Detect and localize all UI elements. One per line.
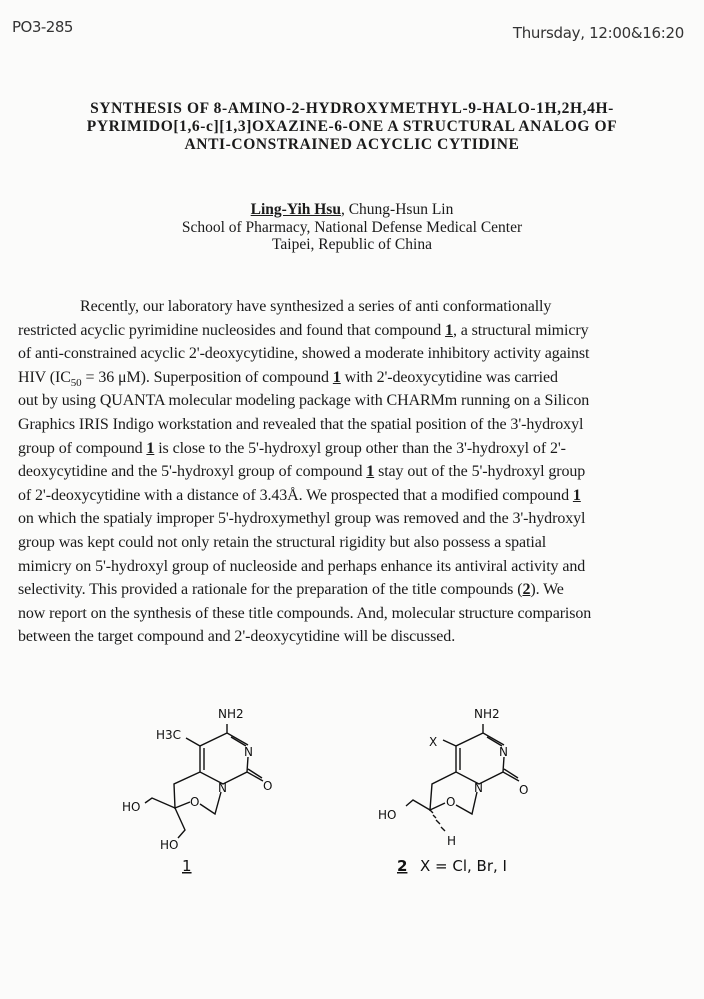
body-text: group was kept could not only retain the structural rigidity but also possess a spatial: [18, 534, 547, 551]
body-text: group of compound: [18, 439, 147, 457]
c2-ring-o: O: [446, 795, 456, 809]
body-text: of 2'-deoxycytidine with a distance of 3.43Å. We prospected that a modified compound: [18, 486, 573, 504]
structure-compound-2: [378, 707, 528, 875]
affiliation: School of Pharmacy, National Defense Medical Center: [181, 219, 523, 236]
body-text: Graphics IRIS Indigo workstation and revealed that the spatial position of the 3'-hydroxyl: [18, 416, 584, 433]
body-text: now report on the synthesis of these title compounds. And, molecular structure comparison: [18, 604, 592, 622]
location: Taipei, Republic of China: [272, 236, 432, 253]
subscript: 50: [70, 376, 82, 389]
title-line-1: SYNTHESIS OF 8-AMINO-2-HYDROXYMETHYL-9-HALO-1H,2H,4H-: [90, 100, 614, 117]
c2-ho: HO: [378, 808, 397, 822]
compound-ref: 1: [332, 368, 341, 386]
c2-n3: N: [499, 745, 508, 759]
compound-ref: 1: [445, 321, 453, 339]
c2-nh2: NH2: [474, 707, 500, 721]
c2-h: H: [447, 834, 457, 848]
body-text: = 36 μM). Superposition of compound: [81, 368, 333, 386]
title-line-2: PYRIMIDO[1,6-c][1,3]OXAZINE-6-ONE A STRUCTURAL ANALOG OF: [86, 118, 618, 135]
c1-n3: N: [244, 745, 253, 759]
c2-carbonyl-o: O: [519, 783, 529, 797]
compound-ref: 2: [522, 581, 531, 599]
body-text: HIV (IC: [18, 368, 71, 386]
body-text: out by using QUANTA molecular modeling package with CHARMm running on a Silicon: [18, 392, 590, 410]
presenting-author: Ling-Yih Hsu: [250, 201, 341, 218]
abstract-code: PO3-285: [12, 18, 73, 36]
body-text: with 2'-deoxycytidine was carried: [340, 368, 558, 386]
c2-n1: N: [474, 781, 483, 795]
compound-ref: 1: [146, 439, 155, 457]
compound-1-label: 1: [182, 857, 192, 875]
body-text: selectivity. This provided a rationale for the preparation of the title compounds (: [18, 581, 523, 599]
body-text: Recently, our laboratory have synthesized a series of anti conformationally: [80, 298, 552, 315]
compound-ref: 1: [366, 463, 375, 481]
body-text: ). We: [530, 581, 564, 599]
body-text: between the target compound and 2'-deoxycytidine will be discussed.: [18, 628, 456, 646]
c1-n1: N: [218, 781, 227, 795]
body-text: deoxycytidine and the 5'-hydroxyl group of compound: [18, 463, 367, 481]
c1-ring-o: O: [190, 795, 200, 809]
c1-ho-a: HO: [122, 800, 141, 814]
c2-x: X: [429, 735, 438, 749]
co-authors: , Chung-Hsun Lin: [340, 201, 454, 218]
session-time: Thursday, 12:00&16:20: [512, 24, 684, 42]
body-text: on which the spatialy improper 5'-hydroxymethyl group was removed and the 3'-hydroxyl: [18, 510, 586, 528]
body-text: mimicry on 5'-hydroxyl group of nucleoside and perhaps enhance its antiviral activity and: [18, 557, 586, 575]
compound-ref: 1: [572, 486, 581, 504]
c1-ho-b: HO: [160, 838, 179, 852]
body-text: restricted acyclic pyrimidine nucleosides and found that compound: [18, 321, 446, 339]
body-text: stay out of the 5'-hydroxyl group: [374, 463, 586, 481]
structure-compound-1: [122, 707, 272, 875]
c1-nh2: NH2: [218, 707, 244, 721]
compound-2-caption: X = Cl, Br, I: [420, 857, 507, 875]
body-text: is close to the 5'-hydroxyl group other than the 3'-hydroxyl of 2'-: [154, 439, 566, 457]
compound-2-label: 2: [397, 857, 408, 875]
title-line-3: ANTI-CONSTRAINED ACYCLIC CYTIDINE: [184, 136, 520, 153]
body-text: of anti-constrained acyclic 2'-deoxycytidine, showed a moderate inhibitory activity against: [18, 345, 590, 363]
body-text: , a structural mimicry: [452, 321, 589, 339]
c1-carbonyl-o: O: [263, 779, 273, 793]
c1-methyl: H3C: [156, 728, 182, 742]
